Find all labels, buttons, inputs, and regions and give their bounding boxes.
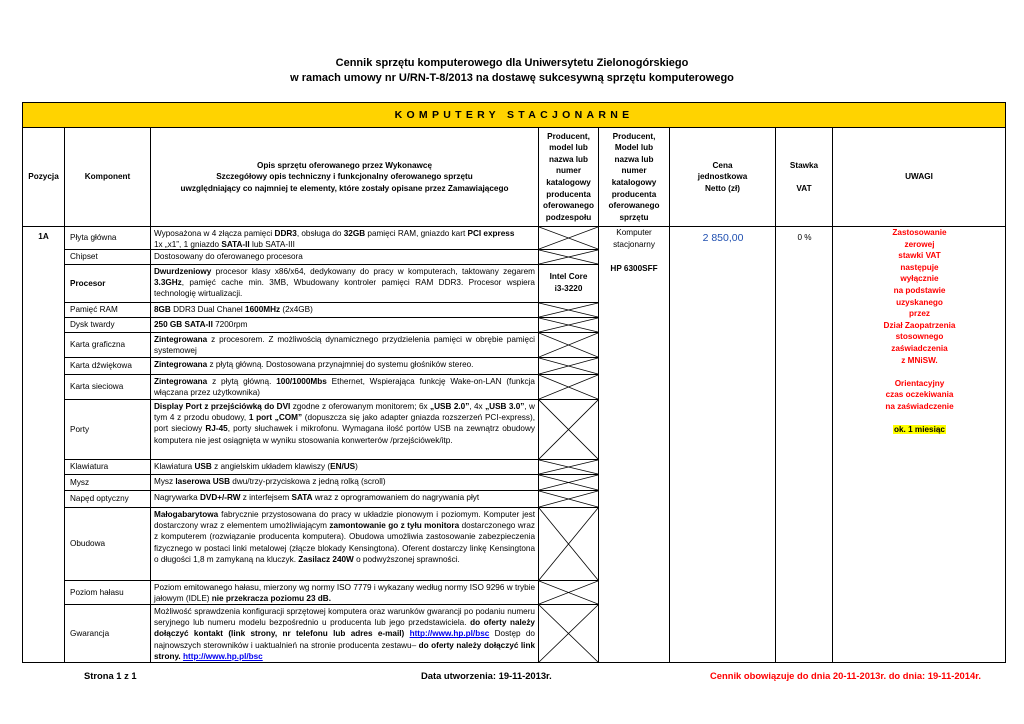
uwagi-line-11: zaświadczenia xyxy=(891,343,948,353)
header-producent-sprzetu: Producent, Model lub nazwa lub numer katalogowy producenta oferowanego sprzętu xyxy=(599,128,670,227)
label-klawiatura: Klawiatura xyxy=(65,460,151,475)
uwagi-line-12: z MNiSW. xyxy=(901,355,938,365)
uwagi-line-4: następuje xyxy=(900,262,939,272)
desc-plyta: Wyposażona w 4 złącza pamięci DDR3, obsługa do 32GB pamięci RAM, gniazdo kart PCI express 1x „x1”, 1 gniazdo SATA-II lub SATA-III xyxy=(151,227,539,250)
desc-chipset: Dostosowany do oferowanego procesora xyxy=(151,250,539,265)
header-opis-line-2: Szczegółowy opis techniczny i funkcjonalny oferowanego sprzętu xyxy=(216,172,473,182)
device-model: HP 6300SFF xyxy=(610,264,658,273)
desc-mysz: Mysz laserowa USB dwu/trzy-przyciskowa z jedną rolką (scroll) xyxy=(151,475,539,491)
desc-naped: Nagrywarka DVD+/-RW z interfejsem SATA wraz z oprogramowaniem do nagrywania płyt xyxy=(151,491,539,508)
desc-klawiatura: Klawiatura USB z angielskim układem klawiszy (EN/US) xyxy=(151,460,539,475)
x-plyta xyxy=(539,227,599,250)
uwagi-cell xyxy=(833,227,1006,663)
label-procesor: Procesor xyxy=(65,265,151,303)
x-obudowa xyxy=(539,508,599,581)
header-opis xyxy=(151,128,539,227)
x-mark-icon xyxy=(539,400,598,459)
price-value: 2 850,00 xyxy=(702,232,744,244)
header-producent-podzespolu: Producent, model lub nazwa lub numer katalogowy producenta oferowanego podzespołu xyxy=(539,128,599,227)
vat-cell xyxy=(776,227,833,663)
footer-created: Data utworzenia: 19-11-2013r. xyxy=(421,670,552,681)
uwagi-line-8: przez xyxy=(909,309,930,319)
uwagi-line-5: wyłącznie xyxy=(900,274,939,284)
x-mark-icon xyxy=(539,605,598,662)
x-dzwiekowa xyxy=(539,358,599,375)
x-sieciowa xyxy=(539,375,599,400)
label-graficzna: Karta graficzna xyxy=(65,333,151,358)
label-gwarancja: Gwarancja xyxy=(65,605,151,663)
x-mark-icon xyxy=(539,333,598,357)
device-type-line-2: stacjonarny xyxy=(613,239,655,249)
device-type xyxy=(599,227,669,250)
header-vat: VAT xyxy=(796,183,812,193)
header-stawka-vat xyxy=(776,128,833,227)
vat-value: 0 % xyxy=(797,233,812,242)
x-gwarancja xyxy=(539,605,599,663)
x-dysk xyxy=(539,318,599,333)
x-klawiatura xyxy=(539,460,599,475)
x-mark-icon xyxy=(539,475,598,490)
document-title xyxy=(0,56,1024,86)
uwagi-line-10: stosownego xyxy=(895,332,944,342)
desc-porty: Display Port z przejściówką do DVI zgodne z oferowanym monitorem; 6x „USB 2.0”, 4x „USB 3.0”, w tym 4 z przodu obudowy, 1 port „COM” (dopuszcza się jako adapter gniazda rozszerzeń PCI-express), port sieciowy RJ-45, porty słuchawek i mikrofonu. Wymagana ilość portów USB na zewnątrz obudowy komputera nie jest osiągnięta w wyniku stosowania konwerterów /przejściówek/itp. xyxy=(151,400,539,460)
section-banner: KOMPUTERY STACJONARNE xyxy=(22,102,1006,128)
label-porty: Porty xyxy=(65,400,151,460)
link-hp-bsc-1[interactable]: http://www.hp.pl/bsc xyxy=(409,629,490,639)
x-mark-icon xyxy=(539,508,598,580)
desc-procesor: Dwurdzeniowy procesor klasy x86/x64, dedykowany do pracy w komputerach, taktowany zegarem 3.3GHz, pamięć cache min. 3MB, Wbudowany kontroler pamięci RAM DDR3. Procesor wspiera technologię wirtualizacji. xyxy=(151,265,539,303)
uwagi-text xyxy=(833,227,1006,436)
header-opis-line-3: uwzględniający co najmniej te elementy, które zostały opisane przez Zamawiającego xyxy=(180,183,509,193)
uwagi-line-3: stawki VAT xyxy=(898,251,941,261)
label-ram: Pamięć RAM xyxy=(65,303,151,318)
desc-halas: Poziom emitowanego hałasu, mierzony wg normy ISO 7779 i wykazany według normy ISO 9296 w trybie jałowym (IDLE) nie przekracza poziomu 23 dB. xyxy=(151,581,539,605)
uwagi-line-2: zerowej xyxy=(904,239,935,249)
desc-dzwiekowa: Zintegrowana z płytą główną. Dostosowana przynajmniej do systemu głośników stereo. xyxy=(151,358,539,375)
x-naped xyxy=(539,491,599,508)
desc-sieciowa: Zintegrowana z płytą główną. 100/1000Mbs Ethernet, Wspierająca funkcję Wake-on-LAN (funkcja włączana przez użytkownika) xyxy=(151,375,539,400)
label-obudowa: Obudowa xyxy=(65,508,151,581)
label-sieciowa: Karta sieciowa xyxy=(65,375,151,400)
header-komponent: Komponent xyxy=(65,128,151,227)
label-chipset: Chipset xyxy=(65,250,151,265)
uwagi-line-1: Zastosowanie xyxy=(892,228,947,237)
x-halas xyxy=(539,581,599,605)
label-dzwiekowa: Karta dźwiękowa xyxy=(65,358,151,375)
label-dysk: Dysk twardy xyxy=(65,318,151,333)
header-stawka: Stawka xyxy=(789,160,819,170)
cpu-model-cell xyxy=(539,265,599,303)
header-cena: Cena jednostkowa Netto (zł) xyxy=(670,128,776,227)
desc-ram: 8GB DDR3 Dual Chanel 1600MHz (2x4GB) xyxy=(151,303,539,318)
header-opis-line-1: Opis sprzętu oferowanego przez Wykonawcę xyxy=(256,160,432,170)
uwagi-line-15: na zaświadczenie xyxy=(885,401,954,411)
device-type-line-1: Komputer xyxy=(616,228,652,237)
cpu-model-line-1: Intel Core xyxy=(549,272,588,281)
header-pozycja: Pozycja xyxy=(22,128,65,227)
x-mark-icon xyxy=(539,491,598,507)
label-halas: Poziom hałasu xyxy=(65,581,151,605)
x-mark-icon xyxy=(539,227,598,249)
footer-valid: Cennik obowiązuje do dnia 20-11-2013r. do dnia: 19-11-2014r. xyxy=(710,670,981,681)
link-hp-bsc-2[interactable]: http://www.hp.pl/bsc xyxy=(182,651,263,661)
x-mark-icon xyxy=(539,303,598,317)
desc-graficzna: Zintegrowana z procesorem. Z możliwością dynamicznego przydzielenia pamięci w obrębie pamięci systemowej xyxy=(151,333,539,358)
uwagi-line-13: Orientacyjny xyxy=(894,378,945,388)
position-cell xyxy=(22,227,65,663)
device-cell xyxy=(599,227,670,663)
uwagi-line-6: na podstawie xyxy=(893,285,946,295)
uwagi-line-7: uzyskanego xyxy=(896,297,943,307)
desc-gwarancja: Możliwość sprawdzenia konfiguracji sprzętowej komputera oraz warunków gwarancji po podaniu numeru seryjnego lub numeru modelu bezpośrednio u producenta lub jego przedstawiciela. do oferty należy dołączyć kontakt (link strony, nr telefonu lub adres e-mail) http://www.hp.pl/bsc Dostęp do najnowszych sterowników i uaktualnień na stronie producenta zestawu– do oferty należy dołączyć link strony. http://www.hp.pl/bsc xyxy=(151,605,539,663)
x-mark-icon xyxy=(539,250,598,264)
title-line-1: Cennik sprzętu komputerowego dla Uniwersytetu Zielonogórskiego xyxy=(335,57,689,69)
x-mark-icon xyxy=(539,358,598,374)
label-plyta: Płyta główna xyxy=(65,227,151,250)
uwagi-wait-time: ok. 1 miesiąc xyxy=(894,425,945,435)
x-chipset xyxy=(539,250,599,265)
label-mysz: Mysz xyxy=(65,475,151,491)
uwagi-line-9: Dział Zaopatrzenia xyxy=(883,320,956,330)
uwagi-line-14: czas oczekiwania xyxy=(885,390,954,400)
desc-dysk: 250 GB SATA-II 7200rpm xyxy=(151,318,539,333)
x-mark-icon xyxy=(539,460,598,474)
header-uwagi: UWAGI xyxy=(833,128,1006,227)
desc-obudowa: Małogabarytowa fabrycznie przystosowana do pracy w układzie pionowym i poziomym. Komputer jest dostarczony wraz z elementem umożliwiającym zamontowanie go z tyłu monitora dostarczonego wraz z komputerem (rozwiązanie producenta komputera). Obudowa umożliwia zastosowanie zabezpieczenia fizycznego w postaci linki metalowej (złącze blokady Kensingtona). Oferent dostarczy linkę Kensingtona o długości 1,8 m zamykaną na kluczyk. Zasilacz 240W o podwyższonej sprawności. xyxy=(151,508,539,581)
x-ram xyxy=(539,303,599,318)
cpu-model xyxy=(539,271,598,294)
x-graficzna xyxy=(539,333,599,358)
title-line-2: w ramach umowy nr U/RN-T-8/2013 na dostawę sukcesywną sprzętu komputerowego xyxy=(290,72,734,84)
cpu-model-line-2: i3-3220 xyxy=(554,283,583,293)
x-mark-icon xyxy=(539,581,598,604)
label-naped: Napęd optyczny xyxy=(65,491,151,508)
x-mysz xyxy=(539,475,599,491)
footer-page: Strona 1 z 1 xyxy=(84,670,137,681)
position-value: 1A xyxy=(38,232,49,241)
price-cell xyxy=(670,227,776,663)
x-mark-icon xyxy=(539,375,598,399)
x-mark-icon xyxy=(539,318,598,332)
x-porty xyxy=(539,400,599,460)
